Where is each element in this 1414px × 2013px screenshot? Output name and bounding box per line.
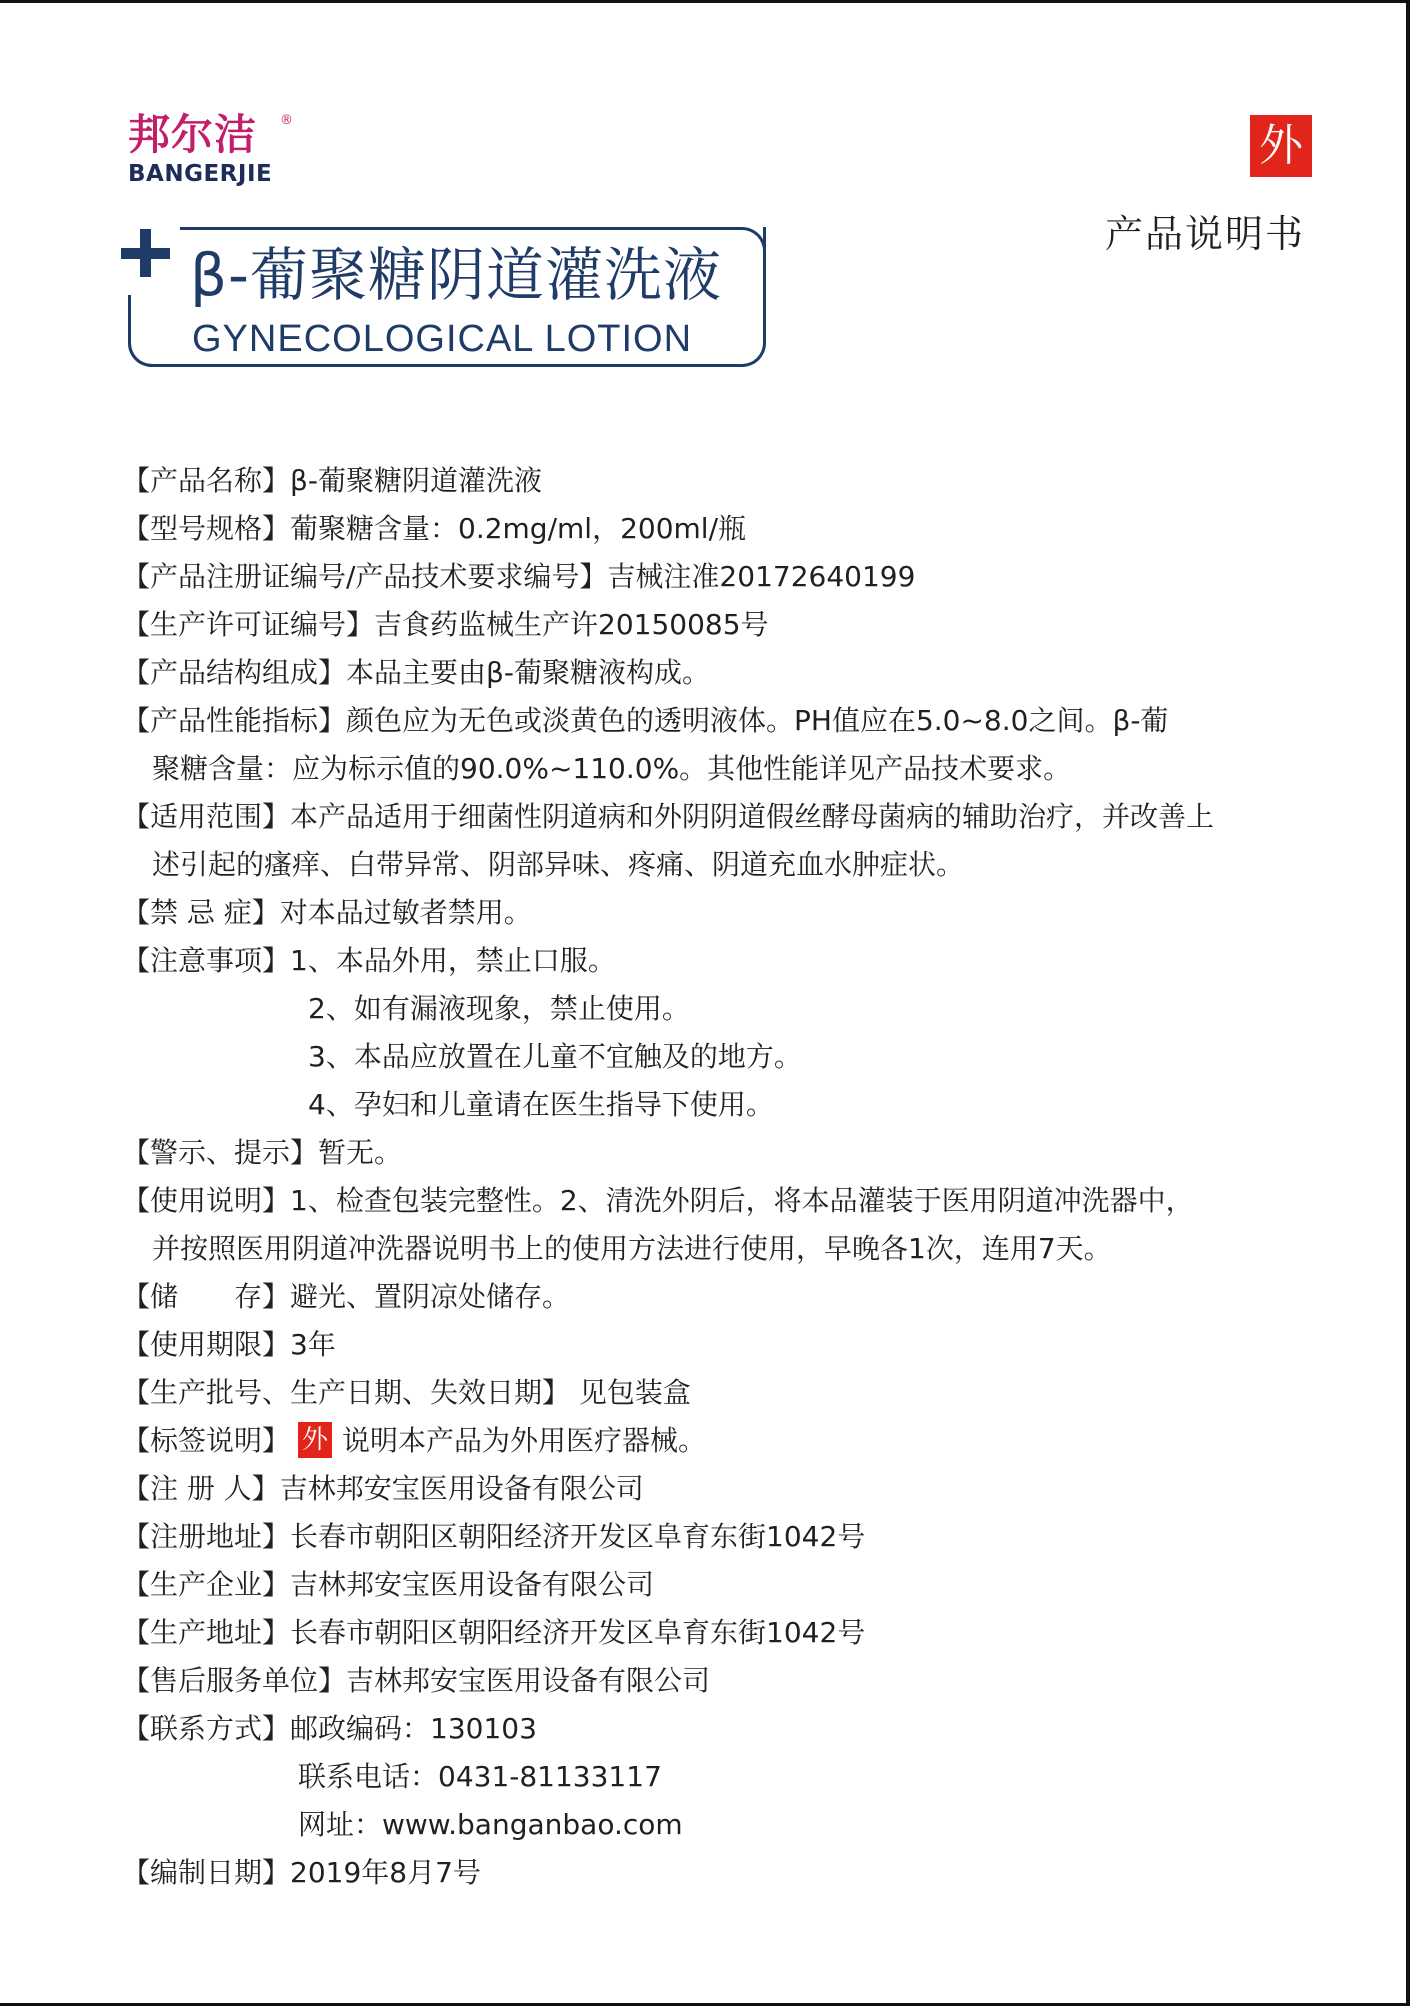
line-shelf-life: 【使用期限】3年 xyxy=(122,1328,336,1361)
label-desc-suffix: 说明本产品为外用医疗器械。 xyxy=(342,1424,707,1457)
brand-name-en: BANGERJIE xyxy=(128,161,273,187)
line-product-name: 【产品名称】β-葡聚糖阴道灌洗液 xyxy=(122,464,542,497)
line-precaution-2: 2、如有漏液现象，禁止使用。 xyxy=(308,992,690,1025)
line-production-license: 【生产许可证编号】吉食药监械生产许20150085号 xyxy=(122,608,769,641)
line-performance: 【产品性能指标】颜色应为无色或淡黄色的透明液体。PH值应在5.0~8.0之间。β-葡 xyxy=(122,704,1169,737)
line-composition: 【产品结构组成】本品主要由β-葡聚糖液构成。 xyxy=(122,656,710,689)
line-manufacturer: 【生产企业】吉林邦安宝医用设备有限公司 xyxy=(122,1568,655,1601)
line-precautions: 【注意事项】1、本品外用，禁止口服。 xyxy=(122,944,616,977)
line-compile-date: 【编制日期】2019年8月7号 xyxy=(122,1856,481,1889)
line-batch-dates: 【生产批号、生产日期、失效日期】 见包装盒 xyxy=(122,1376,691,1409)
line-warnings: 【警示、提示】暂无。 xyxy=(122,1136,403,1169)
line-registration-no: 【产品注册证编号/产品技术要求编号】吉械注准20172640199 xyxy=(122,560,916,593)
plus-icon-bar xyxy=(121,248,170,259)
external-use-badge: 外 xyxy=(1250,115,1312,177)
line-performance-cont: 聚糖含量：应为标示值的90.0%~110.0%。其他性能详见产品技术要求。 xyxy=(152,752,1072,785)
line-contact-website: 网址：www.banganbao.com xyxy=(298,1808,683,1841)
brand-logo xyxy=(128,111,318,191)
line-registrant: 【注 册 人】吉林邦安宝医用设备有限公司 xyxy=(122,1472,644,1505)
line-scope: 【适用范围】本产品适用于细菌性阴道病和外阴阴道假丝酵母菌病的辅助治疗，并改善上 xyxy=(122,800,1215,833)
line-precaution-3: 3、本品应放置在儿童不宜触及的地方。 xyxy=(308,1040,802,1073)
line-contact-postcode: 【联系方式】邮政编码：130103 xyxy=(122,1712,537,1745)
label-desc-prefix: 【标签说明】 xyxy=(122,1424,291,1457)
line-after-sales: 【售后服务单位】吉林邦安宝医用设备有限公司 xyxy=(122,1664,711,1697)
instructions-body xyxy=(122,457,1312,1897)
line-label-description xyxy=(122,1417,1312,1465)
line-model-spec: 【型号规格】葡聚糖含量：0.2mg/ml，200ml/瓶 xyxy=(122,512,746,545)
line-contraindications: 【禁 忌 症】对本品过敏者禁用。 xyxy=(122,896,532,929)
line-contact-phone: 联系电话：0431-81133117 xyxy=(298,1760,662,1793)
product-title-en: GYNECOLOGICAL LOTION xyxy=(192,318,693,360)
line-scope-cont: 述引起的瘙痒、白带异常、阴部异味、疼痛、阴道充血水肿症状。 xyxy=(152,848,965,881)
product-title-cn: β-葡聚糖阴道灌洗液 xyxy=(190,241,722,309)
line-registrant-address: 【注册地址】长春市朝阳区朝阳经济开发区阜育东街1042号 xyxy=(122,1520,866,1553)
line-usage-cont: 并按照医用阴道冲洗器说明书上的使用方法进行使用，早晚各1次，连用7天。 xyxy=(152,1232,1112,1265)
brand-name-cn: 邦尔洁 xyxy=(128,110,258,159)
line-manufacturer-address: 【生产地址】长春市朝阳区朝阳经济开发区阜育东街1042号 xyxy=(122,1616,866,1649)
registered-mark: ® xyxy=(280,113,293,128)
line-storage: 【储 存】避光、置阴凉处储存。 xyxy=(122,1280,571,1313)
line-usage: 【使用说明】1、检查包装完整性。2、清洗外阴后，将本品灌装于医用阴道冲洗器中， xyxy=(122,1184,1194,1217)
document-title: 产品说明书 xyxy=(1105,212,1306,256)
line-precaution-4: 4、孕妇和儿童请在医生指导下使用。 xyxy=(308,1088,774,1121)
external-use-inline-badge: 外 xyxy=(298,1422,332,1458)
